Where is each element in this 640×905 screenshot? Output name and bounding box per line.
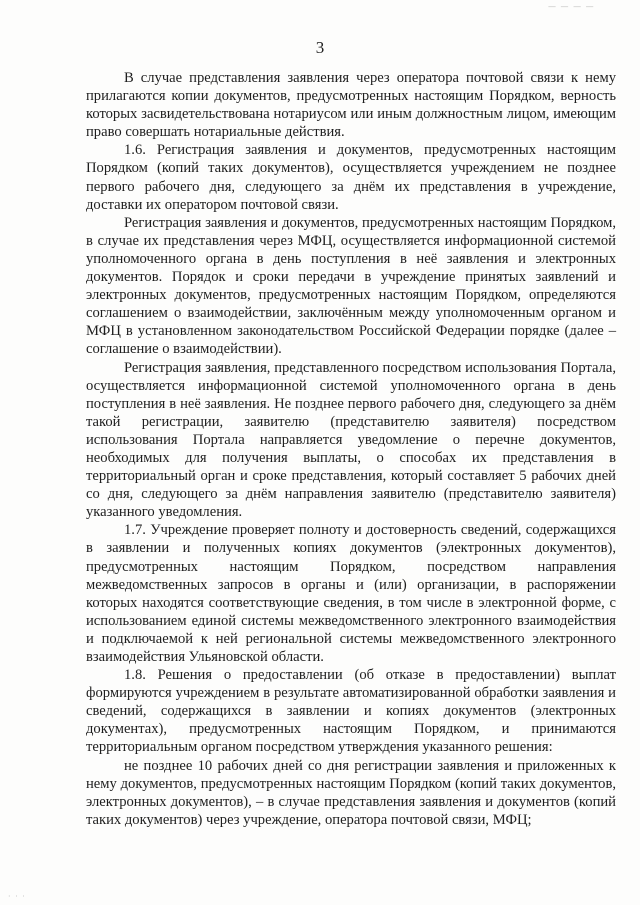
paragraph-portal-registration: Регистрация заявления, представленного посредством использования Портала, осуществляется информационной системой уполномоченного органа в день поступления в неё заявления. Не позднее первого рабочего дня, следующего за днём такой регистрации, заявителю (представителю заявителя) посредством использования Портала направляется уведомление о перечне документов, необходимых для получения выплаты, о способах их представления в территориальный орган и сроке представления, который составляет 5 рабочих дней со дня, следующего за днём направления заявителю (представителю заявителя) указанного уведомления. — [86, 359, 616, 521]
document-body — [86, 69, 616, 829]
paragraph-1-7-verification: 1.7. Учреждение проверяет полноту и достоверность сведений, содержащихся в заявлении и полученных копиях документов (электронных документов), предусмотренных настоящим Порядком, посредством направления межведомственных запросов в органы и (или) организации, в распоряжении которых находятся соответствующие сведения, в том числе в электронной форме, с использованием единой системы межведомственного электронного взаимодействия и подключаемой к ней региональной системы межведомственного электронного взаимодействия Ульяновской области. — [86, 522, 616, 665]
scan-edge-mark: · · · — [8, 892, 26, 901]
paragraph-postal-copies: В случае представления заявления через оператора почтовой связи к нему прилагаются копии документов, предусмотренных настоящим Порядком, верность которых засвидетельствована нотариусом или иным должностным лицом, имеющим право совершать нотариальные действия. — [86, 70, 616, 141]
paragraph-deadline: не позднее 10 рабочих дней со дня регистрации заявления и приложенных к нему документов, предусмотренных настоящим Порядком (копий таких документов, электронных документов), – в случае представления заявления и документов (копий таких документов) через учреждение, оператора почтовой связи, МФЦ; — [86, 757, 616, 828]
paragraph-1-8-decisions: 1.8. Решения о предоставлении (об отказе в предоставлении) выплат формируются учреждением в результате автоматизированной обработки заявления и сведений, содержащихся в заявлении и копиях документов (электронных документах), предусмотренных настоящим Порядком, и принимаются территориальным органом посредством утверждения указанного решения: — [86, 667, 616, 756]
paragraph-1-6-registration: 1.6. Регистрация заявления и документов, предусмотренных настоящим Порядком (копий таких документов), осуществляется учреждением не позднее первого рабочего дня, следующего за днём их представления в учреждение, доставки их оператором почтовой связи. — [86, 142, 616, 213]
page-number: 3 — [315, 38, 325, 57]
paragraph-mfc-registration: Регистрация заявления и документов, предусмотренных настоящим Порядком, в случае их представления через МФЦ, осуществляется информационной системой уполномоченного органа в день поступления в неё заявления и электронных документов. Порядок и сроки передачи в учреждение принятых заявлений и электронных документов, предусмотренных настоящим Порядком, определяются соглашением о взаимодействии, заключённым между уполномоченным органом и МФЦ в установленном законодательством Российской Федерации порядке (далее – соглашение о взаимодействии). — [86, 214, 616, 358]
scan-edge-mark: — — — — — [548, 2, 595, 11]
